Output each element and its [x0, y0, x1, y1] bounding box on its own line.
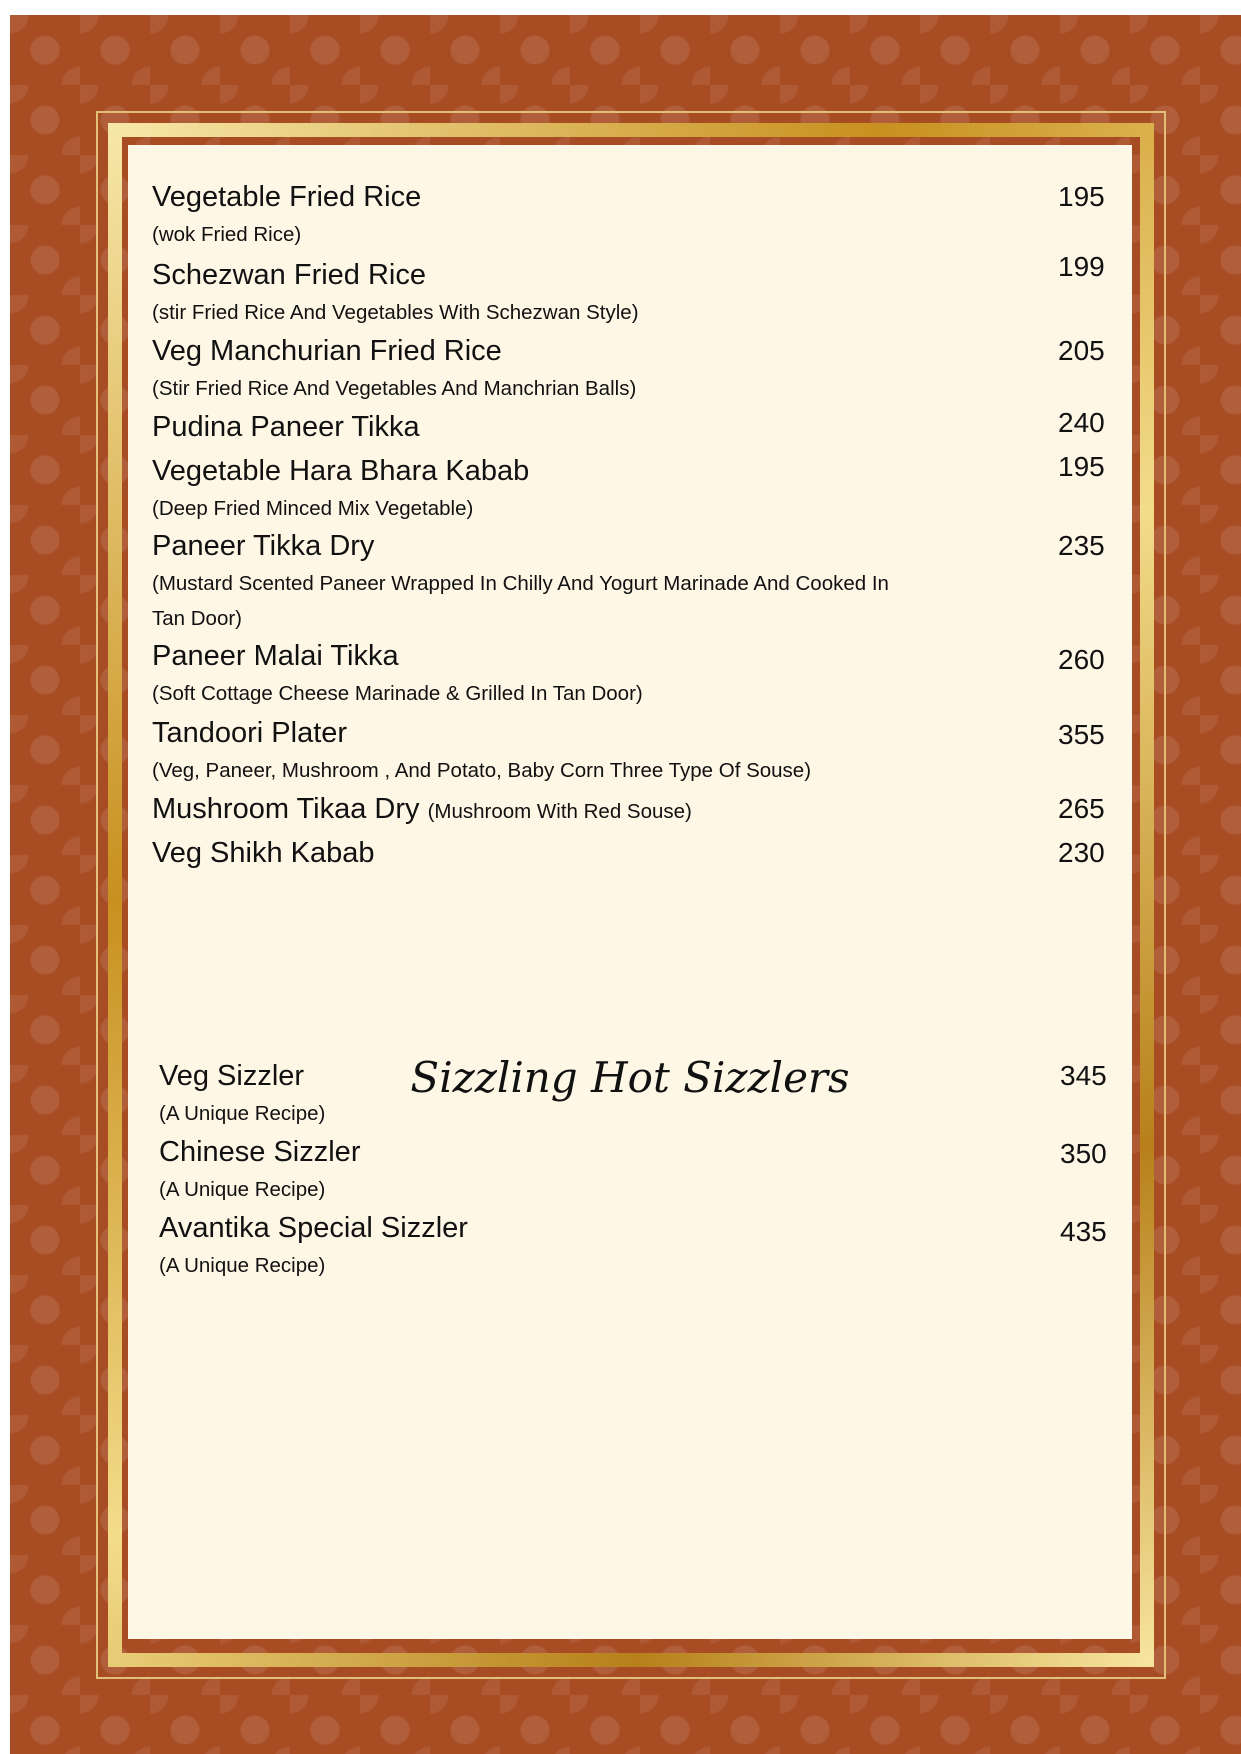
- item-price: 199: [1058, 251, 1105, 282]
- item-description: (A Unique Recipe): [159, 1102, 326, 1125]
- item-price: 260: [1058, 644, 1105, 675]
- item-name: Veg Shikh Kabab: [152, 837, 375, 869]
- item-name: Veg Manchurian Fried Rice: [152, 335, 502, 367]
- item-price: 195: [1058, 451, 1105, 482]
- item-price: 230: [1058, 837, 1105, 868]
- item-description: (A Unique Recipe): [159, 1178, 326, 1201]
- item-description: (Soft Cottage Cheese Marinade & Grilled In Tan Door): [152, 682, 643, 705]
- item-name: [152, 795, 692, 824]
- item-name: Chinese Sizzler: [159, 1136, 361, 1168]
- item-description: (A Unique Recipe): [159, 1254, 326, 1277]
- item-price: 265: [1058, 793, 1105, 824]
- section-title: Sizzling Hot Sizzlers: [410, 1053, 850, 1102]
- item-name: Vegetable Fried Rice: [152, 181, 422, 213]
- item-name: Paneer Malai Tikka: [152, 640, 399, 672]
- item-description: (Mustard Scented Paneer Wrapped In Chilly And Yogurt Marinade And Cooked In Tan Door): [152, 572, 889, 630]
- item-price: 195: [1058, 181, 1105, 212]
- item-price: 345: [1060, 1060, 1107, 1091]
- item-price: 240: [1058, 407, 1105, 438]
- item-price: 235: [1058, 530, 1105, 561]
- item-description: (Veg, Paneer, Mushroom , And Potato, Baby Corn Three Type Of Souse): [152, 759, 812, 782]
- menu-card: [128, 145, 1132, 1639]
- item-name: Veg Sizzler: [159, 1060, 305, 1092]
- item-price: 435: [1060, 1216, 1107, 1247]
- item-description: (Stir Fried Rice And Vegetables And Manchrian Balls): [152, 377, 637, 400]
- item-name: Avantika Special Sizzler: [159, 1212, 468, 1244]
- item-price: 355: [1058, 719, 1105, 750]
- item-name: Schezwan Fried Rice: [152, 259, 426, 291]
- item-name: Pudina Paneer Tikka: [152, 411, 420, 443]
- item-description: (wok Fried Rice): [152, 223, 302, 246]
- item-description: (Deep Fried Minced Mix Vegetable): [152, 497, 474, 520]
- item-description: (stir Fried Rice And Vegetables With Schezwan Style): [152, 301, 639, 324]
- item-name: Tandoori Plater: [152, 717, 348, 749]
- item-name-text: Mushroom Tikaa Dry: [152, 793, 420, 825]
- menu-page: [10, 15, 1241, 1754]
- item-name: Paneer Tikka Dry: [152, 530, 375, 562]
- item-name: Vegetable Hara Bhara Kabab: [152, 455, 530, 487]
- item-inline-description: (Mushroom With Red Souse): [427, 800, 692, 823]
- item-price: 350: [1060, 1138, 1107, 1169]
- item-price: 205: [1058, 335, 1105, 366]
